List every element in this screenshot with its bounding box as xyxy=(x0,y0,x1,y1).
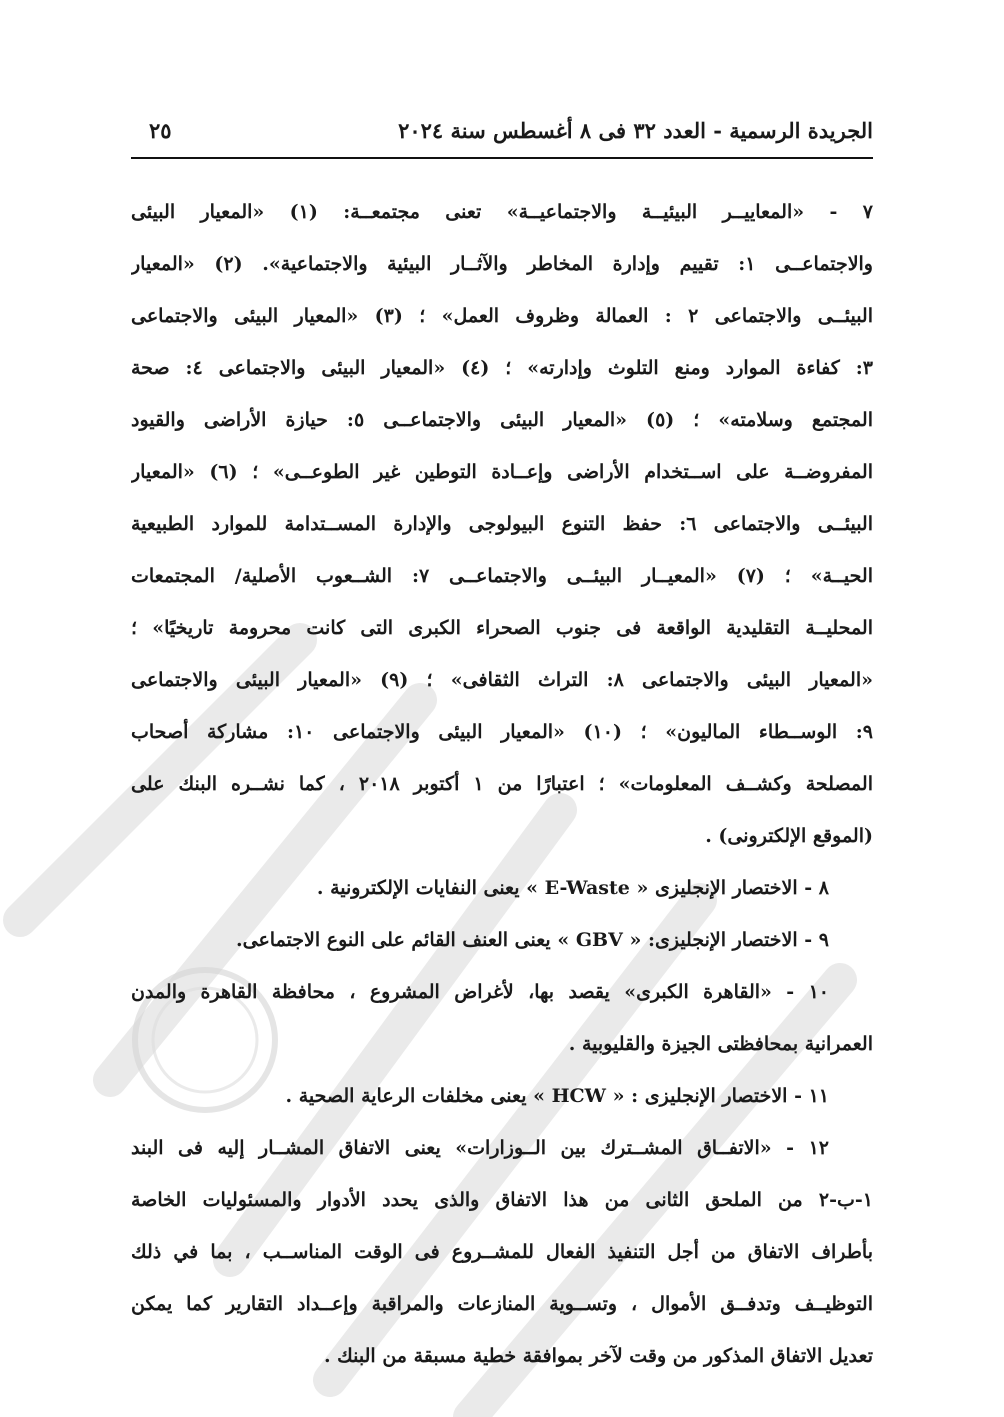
text-line: البيئــى والاجتماعى ٦: حفظ التنوع البيولوجى والإدارة المســتدامة للموارد الطبيعية xyxy=(131,513,873,535)
text-line: المصلحة وكشــف المعلومات» ؛ اعتبارًا من ١ أكتوبر ٢٠١٨ ، كما نشــره البنك على xyxy=(131,773,873,795)
text-line: المجتمع وسلامته» ؛ (٥) «المعيار البيئى والاجتماعــى ٥: حيازة الأراضى والقيود xyxy=(131,409,873,431)
gazette-title: الجريدة الرسمية - العدد ٣٢ فى ٨ أغسطس سنة ٢٠٢٤ xyxy=(398,118,873,143)
text-line: ١٠ - «القاهرة الكبرى» يقصد بها، لأغراض المشروع ، محافظة القاهرة والمدن xyxy=(131,981,829,1003)
text-line: «المعيار البيئى والاجتماعى ٨: التراث الثقافى» ؛ (٩) «المعيار البيئى والاجتماعى xyxy=(131,669,873,691)
text-line: ٧ - «المعاييــر البيئيــة والاجتماعيــة» تعنى مجتمعــة: (١) «المعيار البيئى xyxy=(131,201,873,223)
header-divider xyxy=(131,157,873,159)
text-line: ٩: الوســطاء الماليون» ؛ (١٠) «المعيار البيئى والاجتماعى ١٠: مشاركة أصحاب xyxy=(131,721,873,743)
page-number: ٢٥ xyxy=(149,118,172,143)
text-line: ٣: كفاءة الموارد ومنع التلوث وإدارته» ؛ (٤) «المعيار البيئى والاجتماعى ٤: صحة xyxy=(131,357,873,379)
text-line: العمرانية بمحافظتى الجيزة والقليوبية . xyxy=(568,1033,873,1055)
text-line: المحليــة التقليدية الواقعة فى جنوب الصحراء الكبرى التى كانت محرومة تاريخيًا» ؛ xyxy=(131,617,873,639)
text-line: بأطراف الاتفاق من أجل التنفيذ الفعال للمشــروع فى الوقت المناســب ، بما في ذلك xyxy=(131,1241,873,1263)
page-header xyxy=(131,112,873,160)
document-body xyxy=(131,186,873,1382)
text-line: تعديل الاتفاق المذكور من وقت لآخر بموافقة خطية مسبقة من البنك . xyxy=(323,1345,873,1367)
text-line: التوظيــف وتدفــق الأموال ، وتســوية المنازعات والمراقبة وإعــداد التقارير كما يمكن xyxy=(131,1293,873,1315)
text-line: ١-ب-٢ من الملحق الثانى من هذا الاتفاق والذى يحدد الأدوار والمسئوليات الخاصة xyxy=(131,1189,873,1211)
text-line: (الموقع الإلكترونى) . xyxy=(705,825,873,847)
text-line: ١٢ - «الاتفــاق المشــترك بين الــوزارات» يعنى الاتفاق المشــار إليه فى البند xyxy=(131,1137,829,1159)
text-line: البيئــى والاجتماعى ٢ : العمالة وظروف العمل» ؛ (٣) «المعيار البيئى والاجتماعى xyxy=(131,305,873,327)
text-line: والاجتماعــى ١: تقييم وإدارة المخاطر والآثــار البيئية والاجتماعية». (٢) «المعيار xyxy=(131,253,873,275)
text-line: الحيــة» ؛ (٧) «المعيــار البيئــى والاجتماعــى ٧: الشــعوب الأصلية/ المجتمعات xyxy=(131,565,873,587)
text-line: المفروضــة على اســتخدام الأراضى وإعــادة التوطين غير الطوعــى» ؛ (٦) «المعيار xyxy=(131,461,873,483)
text-line: ٨ - الاختصار الإنجليزى « E-Waste » يعنى النفايات الإلكترونية . xyxy=(316,877,829,899)
text-line: ٩ - الاختصار الإنجليزى: « GBV » يعنى العنف القائم على النوع الاجتماعى. xyxy=(236,929,829,951)
text-line: ١١ - الاختصار الإنجليزى : « HCW » يعنى مخلفات الرعاية الصحية . xyxy=(285,1085,829,1107)
